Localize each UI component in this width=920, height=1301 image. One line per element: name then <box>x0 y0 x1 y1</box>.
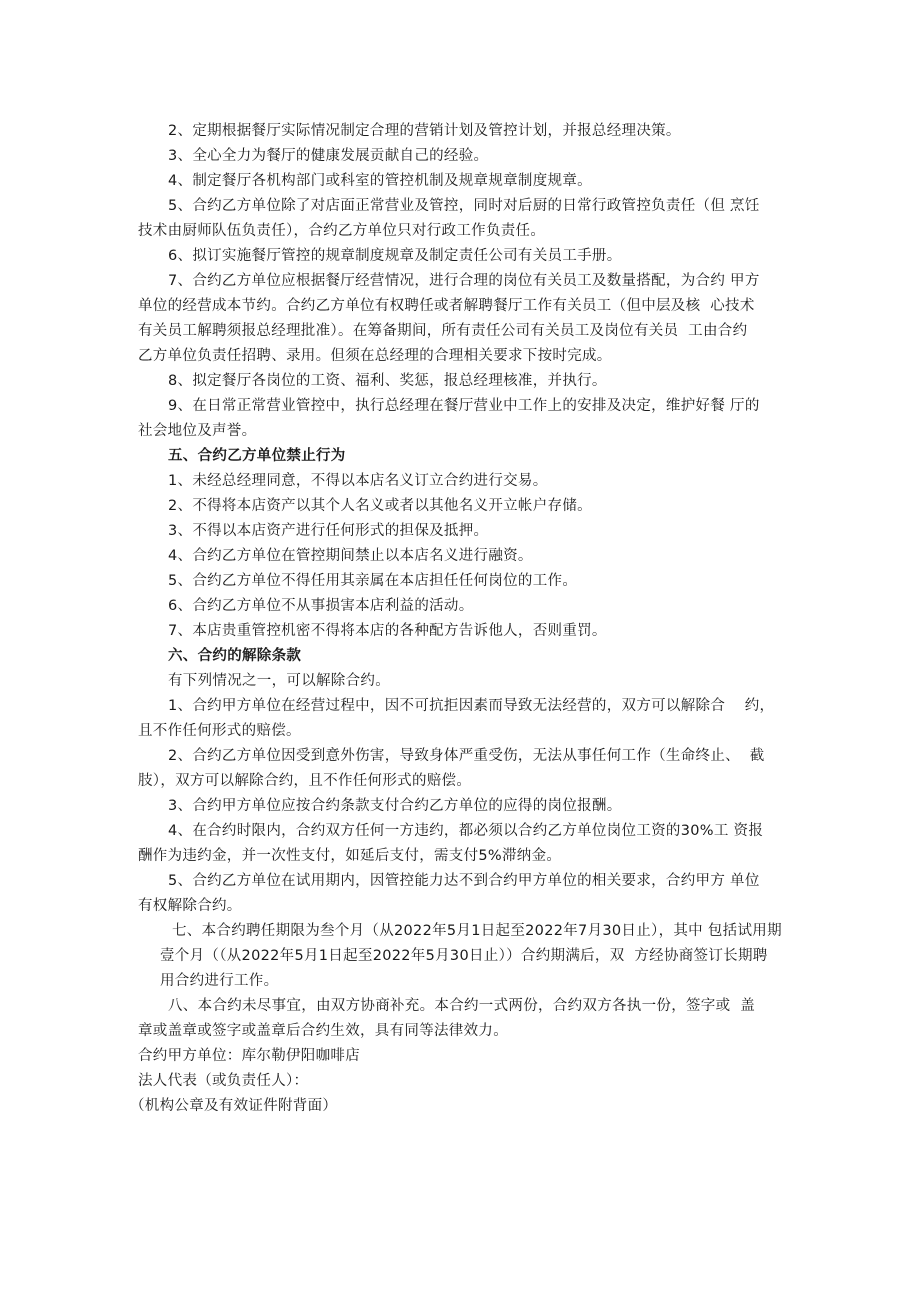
clause-text: 1、合约甲方单位在经营过程中，因不可抗拒因素而导致无法经营的，双方可以解除合 约， <box>168 698 775 714</box>
clause-text: 9、在日常正常营业管控中，执行总经理在餐厅营业中工作上的安排及决定，维护好餐 厅的 <box>168 398 760 414</box>
clause-text: 3、全心全力为餐厅的健康发展贡献自己的经验。 <box>168 148 489 164</box>
clause-text: 技术由厨师队伍负责任），合约乙方单位只对行政工作负责任。 <box>138 223 546 239</box>
signature-party-a: 合约甲方单位：库尔勒伊阳咖啡店 <box>138 1048 360 1064</box>
clause-text: 2、定期根据餐厅实际情况制定合理的营销计划及管控计划，并报总经理决策。 <box>168 123 681 139</box>
clause-text: 有关员工解聘须报总经理批准）。在筹备期间，所有责任公司有关员工及岗位有关员 工由合约 <box>138 323 748 339</box>
clause-text: 7、本店贵重管控机密不得将本店的各种配方告诉他人，否则重罚。 <box>168 623 607 639</box>
signature-note: （机构公章及有效证件附背面） <box>130 1098 338 1114</box>
signature-legal-rep: 法人代表（或负责任人）： <box>138 1073 309 1089</box>
clause-text: 2、不得将本店资产以其个人名义或者以其他名义开立帐户存储。 <box>168 498 592 514</box>
clause-text: 4、制定餐厅各机构部门或科室的管控机制及规章规章制度规章。 <box>168 173 592 189</box>
clause-text: 3、不得以本店资产进行任何形式的担保及抵押。 <box>168 523 489 539</box>
clause-text: 1、未经总经理同意，不得以本店名义订立合约进行交易。 <box>168 473 548 489</box>
clause-text: 有权解除合约。 <box>138 898 242 914</box>
clause-text: 肢），双方可以解除合约，且不作任何形式的赔偿。 <box>138 773 472 789</box>
section-heading: 五、合约乙方单位禁止行为 <box>168 448 346 464</box>
clause-text: 5、合约乙方单位不得任用其亲属在本店担任任何岗位的工作。 <box>168 573 578 589</box>
clause-text: 4、在合约时限内，合约双方任何一方违约，都必须以合约乙方单位岗位工资的30%工 资报 <box>168 823 764 839</box>
clause-text: 用合约进行工作。 <box>160 973 279 989</box>
clause-text: 单位的经营成本节约。合约乙方单位有权聘任或者解聘餐厅工作有关员工（但中层及核 心技术 <box>138 298 755 314</box>
clause-text: 8、拟定餐厅各岗位的工资、福利、奖惩，报总经理核准，并执行。 <box>168 373 607 389</box>
clause-text: 5、合约乙方单位在试用期内，因管控能力达不到合约甲方单位的相关要求，合约甲方 单位 <box>168 873 760 889</box>
clause-text: 酬作为违约金，并一次性支付，如延后支付，需支付5%滞纳金。 <box>138 848 562 864</box>
clause-text: 七、本合约聘任期限为叁个月（从2022年5月1日起至2022年7月30日止），其中 包括试用期 <box>172 923 782 939</box>
clause-text: 有下列情况之一，可以解除合约。 <box>168 673 390 689</box>
clause-text: 乙方单位负责任招聘、录用。但须在总经理的合理相关要求下按时完成。 <box>138 348 612 364</box>
clause-text: 八、本合约未尽事宜，由双方协商补充。本合约一式两份，合约双方各执一份，签字或 盖 <box>168 998 756 1014</box>
clause-text: 且不作任何形式的赔偿。 <box>138 723 301 739</box>
clause-text: 社会地位及声誉。 <box>138 423 257 439</box>
clause-text: 壹个月（（从2022年5月1日起至2022年5月30日止））合约期满后，双 方经协商签订长期聘 <box>160 948 768 964</box>
clause-text: 5、合约乙方单位除了对店面正常营业及管控，同时对后厨的日常行政管控负责任（但 烹饪 <box>168 198 760 214</box>
clause-text: 2、合约乙方单位因受到意外伤害，导致身体严重受伤，无法从事任何工作（生命终止、 截 <box>168 748 765 764</box>
clause-text: 7、合约乙方单位应根据餐厅经营情况，进行合理的岗位有关员工及数量搭配，为合约 甲方 <box>168 273 760 289</box>
clause-text: 4、合约乙方单位在管控期间禁止以本店名义进行融资。 <box>168 548 533 564</box>
clause-text: 6、拟订实施餐厅管控的规章制度规章及制定责任公司有关员工手册。 <box>168 248 622 264</box>
clause-text: 章或盖章或签字或盖章后合约生效，具有同等法律效力。 <box>138 1023 508 1039</box>
clause-text: 3、合约甲方单位应按合约条款支付合约乙方单位的应得的岗位报酬。 <box>168 798 622 814</box>
clause-text: 6、合约乙方单位不从事损害本店利益的活动。 <box>168 598 474 614</box>
section-heading: 六、合约的解除条款 <box>168 648 302 664</box>
